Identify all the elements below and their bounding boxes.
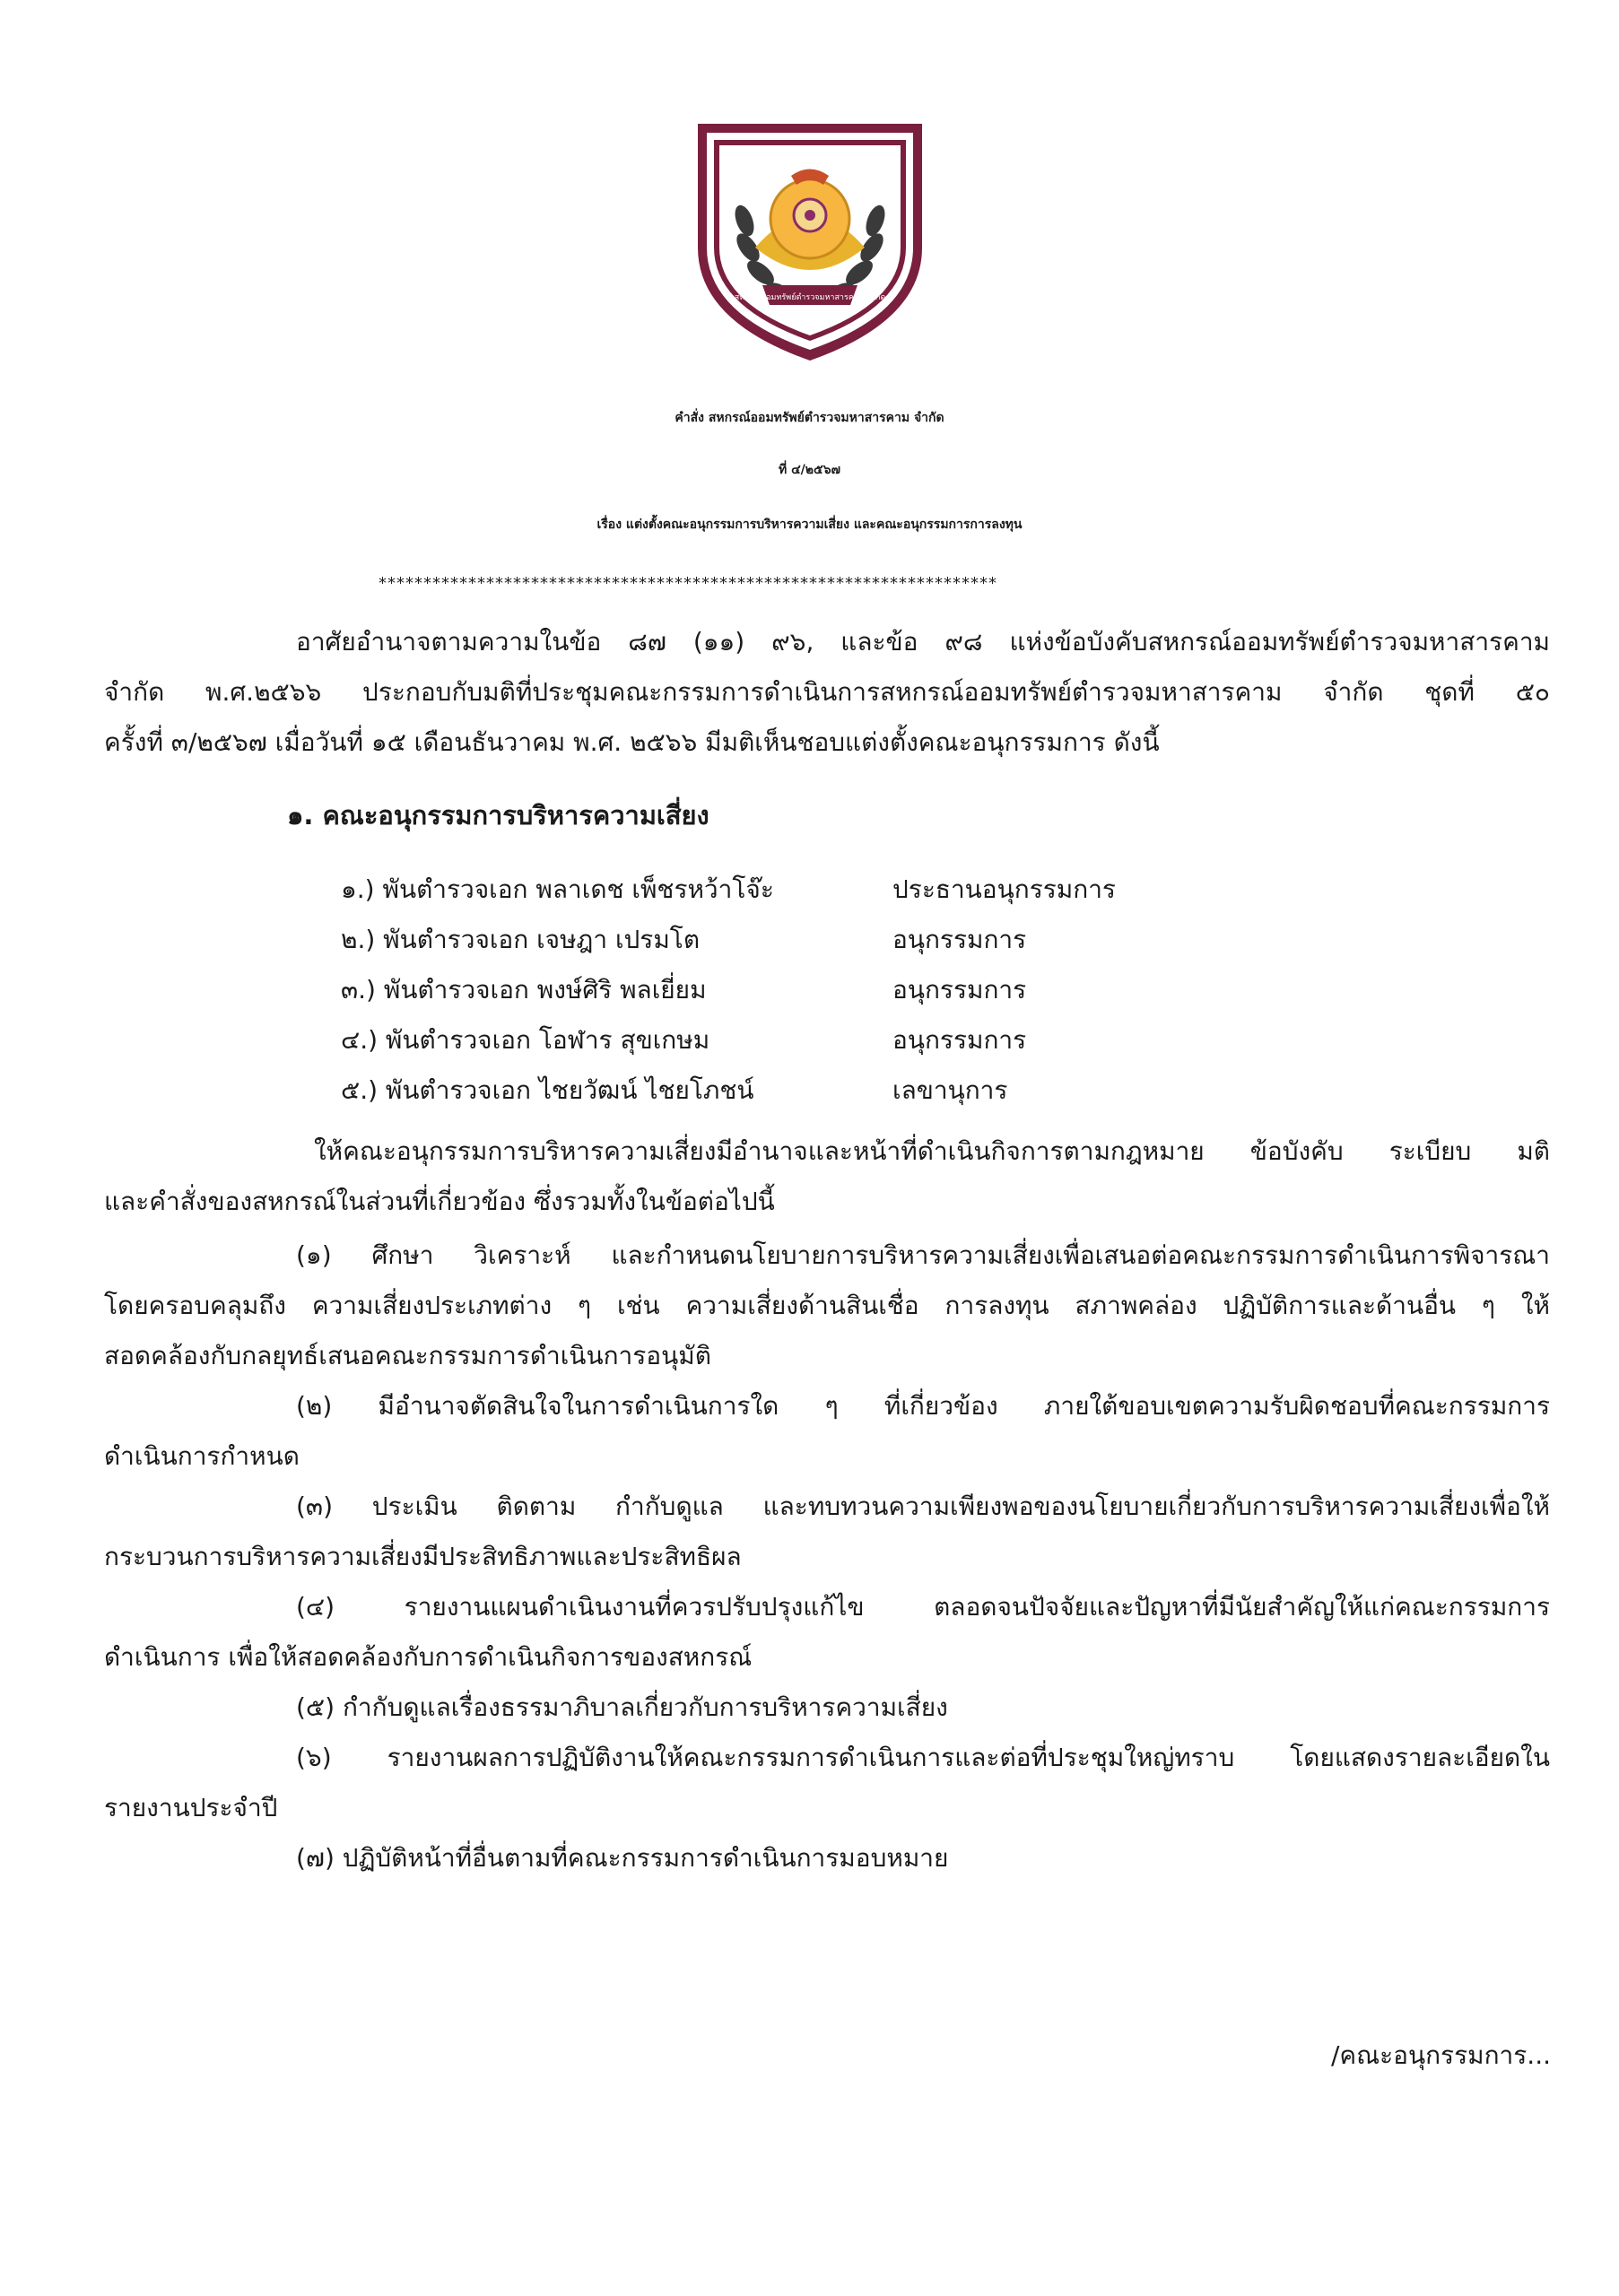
member-role: อนุกรรมการ [892,1025,1027,1055]
duty-3-line-2: กระบวนการบริหารความเสี่ยงมีประสิทธิภาพและประสิทธิผล [104,1542,742,1571]
order-number: ที่ ๔/๒๕๖๗ [778,463,841,477]
cooperative-emblem-logo [692,113,927,364]
member-name: ๓.) พันตำรวจเอก พงษ์ศิริ พลเยี่ยม [341,975,707,1004]
duty-1-line-2: โดยครอบคลุมถึง ความเสี่ยงประเภทต่าง ๆ เช่น ความเสี่ยงด้านสินเชื่อ การลงทุน สภาพคล่อง ปฏิบัติการและด้านอื่น ๆ ให้ [104,1291,1550,1320]
section-heading: ๑. คณะอนุกรรมการบริหารความเสี่ยง [287,800,709,831]
intro-line-3: ครั้งที่ ๓/๒๕๖๗ เมื่อวันที่ ๑๕ เดือนธันวาคม พ.ศ. ๒๕๖๖ มีมติเห็นชอบแต่งตั้งคณะอนุกรรมการ ดังนี้ [104,727,1160,757]
intro-line-1: อาศัยอำนาจตามความในข้อ ๘๗ (๑๑) ๙๖, และข้อ ๙๘ แห่งข้อบังคับสหกรณ์ออมทรัพย์ตำรวจมหาสารคาม [296,627,1550,657]
duty-7-line-1: (๗) ปฏิบัติหน้าที่อื่นตามที่คณะกรรมการดำเนินการมอบหมาย [296,1843,949,1873]
member-name: ๕.) พันตำรวจเอก ไชยวัฒน์ ไชยโภชน์ [341,1075,754,1105]
duty-2-line-2: ดำเนินการกำหนด [104,1441,300,1471]
duty-1-line-1: (๑) ศึกษา วิเคราะห์ และกำหนดนโยบายการบริหารความเสี่ยงเพื่อเสนอต่อคณะกรรมการดำเนินการพิจารณา [296,1240,1550,1270]
order-title: คำสั่ง สหกรณ์ออมทรัพย์ตำรวจมหาสารคาม จำกัด [675,411,944,425]
duty-5-line-1: (๕) กำกับดูแลเรื่องธรรมาภิบาลเกี่ยวกับการบริหารความเสี่ยง [296,1692,948,1722]
order-subject: เรื่อง แต่งตั้งคณะอนุกรรมการบริหารความเสี่ยง และคณะอนุกรรมการการลงทุน [596,517,1023,532]
duties-intro-line-2: และคำสั่งของสหกรณ์ในส่วนที่เกี่ยวข้อง ซึ่งรวมทั้งในข้อต่อไปนี้ [104,1187,775,1216]
emblem-band-text: สหกรณ์ออมทรัพย์ตำรวจมหาสารคาม จำกัด [734,293,886,302]
member-name: ๔.) พันตำรวจเอก โอฬาร สุขเกษม [341,1025,710,1055]
duty-6-line-2: รายงานประจำปี [104,1793,278,1822]
duty-2-line-1: (๒) มีอำนาจตัดสินใจในการดำเนินการใด ๆ ที่เกี่ยวข้อง ภายใต้ขอบเขตความรับผิดชอบที่คณะกรรมการ [296,1391,1550,1421]
continuation-note: /คณะอนุกรรมการ... [1330,2040,1551,2070]
intro-line-2: จำกัด พ.ศ.๒๕๖๖ ประกอบกับมติที่ประชุมคณะกรรมการดำเนินการสหกรณ์ออมทรัพย์ตำรวจมหาสารคาม จำกัด ชุดที่ ๕๐ [104,677,1550,707]
duty-6-line-1: (๖) รายงานผลการปฏิบัติงานให้คณะกรรมการดำเนินการและต่อที่ประชุมใหญ่ทราบ โดยแสดงรายละเอียดใน [296,1743,1550,1772]
member-role: ประธานอนุกรรมการ [892,874,1116,904]
member-role: อนุกรรมการ [892,925,1027,954]
member-name: ๒.) พันตำรวจเอก เจษฎา เปรมโต [341,925,701,954]
duty-4-line-2: ดำเนินการ เพื่อให้สอดคล้องกับการดำเนินกิจการของสหกรณ์ [104,1642,753,1672]
member-role: อนุกรรมการ [892,975,1027,1004]
duties-intro-line-1: ให้คณะอนุกรรมการบริหารความเสี่ยงมีอำนาจและหน้าที่ดำเนินกิจการตามกฎหมาย ข้อบังคับ ระเบียบ มติ [314,1136,1550,1166]
member-name: ๑.) พันตำรวจเอก พลาเดช เพ็ชรหว้าโจ๊ะ [341,874,774,904]
member-role: เลขานุการ [892,1075,1008,1105]
duty-1-line-3: สอดคล้องกับกลยุทธ์เสนอคณะกรรมการดำเนินการอนุมัติ [104,1341,711,1370]
duty-4-line-1: (๔) รายงานแผนดำเนินงานที่ควรปรับปรุงแก้ไข ตลอดจนปัจจัยและปัญหาที่มีนัยสำคัญให้แก่คณะกรรมการ [296,1592,1550,1622]
separator-line: ********************************************************************* [379,574,997,593]
duty-3-line-1: (๓) ประเมิน ติดตาม กำกับดูแล และทบทวนความเพียงพอของนโยบายเกี่ยวกับการบริหารความเสี่ยงเพื่อให้ [296,1492,1550,1521]
